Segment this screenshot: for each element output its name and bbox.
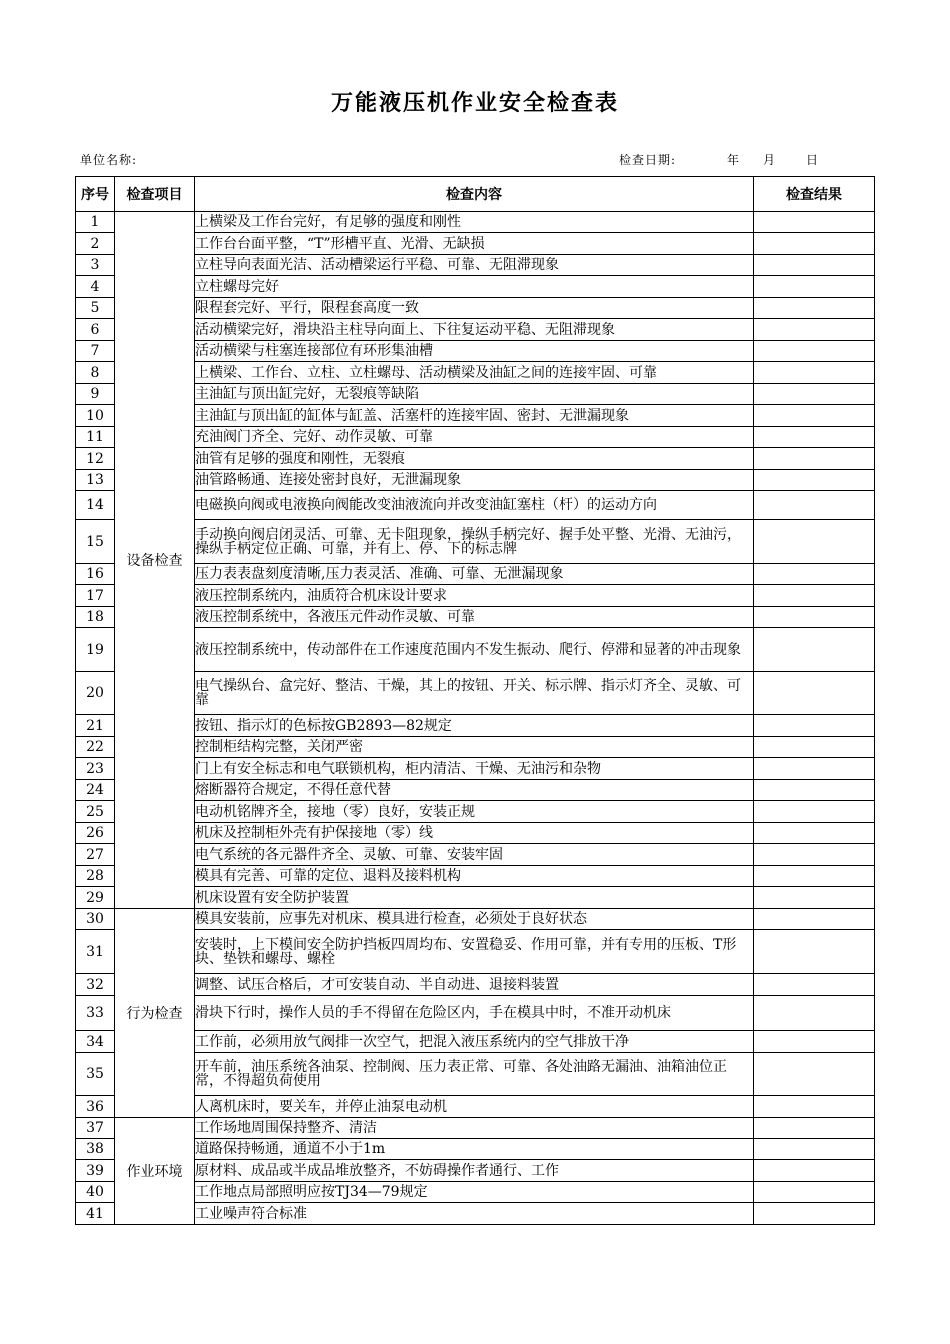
table-row	[76, 801, 875, 823]
check-content: 滑块下行时，操作人员的手不得留在危险区内，手在模具中时，不准开动机床	[195, 996, 754, 1031]
table-row	[76, 405, 875, 427]
table-row	[76, 448, 875, 470]
row-number: 41	[76, 1203, 115, 1225]
category-behavior: 行为检查	[115, 909, 195, 1118]
check-content: 油管路畅通、连接处密封良好，无泄漏现象	[195, 470, 754, 491]
check-result-cell[interactable]	[754, 930, 875, 974]
check-content: 人离机床时，要关车，并停止油泵电动机	[195, 1096, 754, 1118]
check-result-cell[interactable]	[754, 1053, 875, 1096]
row-number: 25	[76, 801, 115, 823]
header-row	[76, 177, 875, 212]
row-number: 9	[76, 384, 115, 405]
check-content: 工作场地周围保持整齐、清洁	[195, 1118, 754, 1139]
row-number: 27	[76, 844, 115, 866]
check-result-cell[interactable]	[754, 1118, 875, 1139]
table-row	[76, 1203, 875, 1225]
check-content: 工作地点局部照明应按TJ34—79规定	[195, 1182, 754, 1203]
check-content: 安装时，上下模间安全防护挡板四周均布、安置稳妥、作用可靠，并有专用的压板、T形块、垫铁和螺母、螺栓	[195, 930, 754, 974]
table-row	[76, 887, 875, 909]
check-result-cell[interactable]	[754, 628, 875, 672]
table-row	[76, 607, 875, 628]
check-content: 液压控制系统内，油质符合机床设计要求	[195, 585, 754, 607]
table-row	[76, 758, 875, 780]
table-row	[76, 384, 875, 405]
table-row	[76, 930, 875, 974]
table-row	[76, 1118, 875, 1139]
row-number: 38	[76, 1139, 115, 1160]
check-date-label: 检查日期:	[619, 153, 677, 167]
check-result-cell[interactable]	[754, 737, 875, 758]
category-environment: 作业环境	[115, 1118, 195, 1225]
check-content: 工作台台面平整，“T”形槽平直、光滑、无缺损	[195, 233, 754, 255]
check-result-cell[interactable]	[754, 887, 875, 909]
table-row	[76, 1160, 875, 1182]
check-content: 道路保持畅通，通道不小于1m	[195, 1139, 754, 1160]
check-result-cell[interactable]	[754, 212, 875, 233]
check-content: 开车前，油压系统各油泵、控制阀、压力表正常、可靠、各处油路无漏油、油箱油位正常，不得超负荷使用	[195, 1053, 754, 1096]
row-number: 1	[76, 212, 115, 233]
header-category: 检查项目	[115, 177, 195, 212]
check-result-cell[interactable]	[754, 298, 875, 319]
table-row	[76, 341, 875, 362]
check-result-cell[interactable]	[754, 276, 875, 298]
check-result-cell[interactable]	[754, 341, 875, 362]
table-row	[76, 298, 875, 319]
check-content: 上横梁及工作台完好，有足够的强度和刚性	[195, 212, 754, 233]
check-result-cell[interactable]	[754, 996, 875, 1031]
unit-name-label: 单位名称:	[80, 153, 138, 167]
check-result-cell[interactable]	[754, 255, 875, 276]
table-row	[76, 212, 875, 233]
check-content: 门上有安全标志和电气联锁机构，柜内清洁、干燥、无油污和杂物	[195, 758, 754, 780]
table-row	[76, 564, 875, 585]
row-number: 32	[76, 974, 115, 996]
check-result-cell[interactable]	[754, 1031, 875, 1053]
inspection-table	[75, 176, 875, 1225]
check-result-cell[interactable]	[754, 758, 875, 780]
check-result-cell[interactable]	[754, 1160, 875, 1182]
check-result-cell[interactable]	[754, 1096, 875, 1118]
check-content: 主油缸与顶出缸的缸体与缸盖、活塞杆的连接牢固、密封、无泄漏现象	[195, 405, 754, 427]
header-result: 检查结果	[754, 177, 875, 212]
table-row	[76, 276, 875, 298]
check-content: 液压控制系统中，各液压元件动作灵敏、可靠	[195, 607, 754, 628]
table-row	[76, 780, 875, 801]
check-result-cell[interactable]	[754, 823, 875, 844]
table-row	[76, 427, 875, 448]
check-result-cell[interactable]	[754, 362, 875, 384]
check-content: 上横梁、工作台、立柱、立柱螺母、活动横梁及油缸之间的连接牢固、可靠	[195, 362, 754, 384]
check-content: 立柱导向表面光洁、活动槽梁运行平稳、可靠、无阻滞现象	[195, 255, 754, 276]
header-no: 序号	[76, 177, 115, 212]
check-content: 压力表表盘刻度清晰,压力表灵活、准确、可靠、无泄漏现象	[195, 564, 754, 585]
check-result-cell[interactable]	[754, 672, 875, 715]
row-number: 12	[76, 448, 115, 470]
day-label: 日	[806, 153, 820, 167]
row-number: 13	[76, 470, 115, 491]
row-number: 20	[76, 672, 115, 715]
check-content: 充油阀门齐全、完好、动作灵敏、可靠	[195, 427, 754, 448]
check-content: 立柱螺母完好	[195, 276, 754, 298]
check-result-cell[interactable]	[754, 427, 875, 448]
check-content: 主油缸与顶出缸完好，无裂痕等缺陷	[195, 384, 754, 405]
row-number: 19	[76, 628, 115, 672]
table-row	[76, 255, 875, 276]
row-number: 31	[76, 930, 115, 974]
table-row	[76, 233, 875, 255]
row-number: 33	[76, 996, 115, 1031]
row-number: 28	[76, 866, 115, 887]
row-number: 34	[76, 1031, 115, 1053]
row-number: 35	[76, 1053, 115, 1096]
check-result-cell[interactable]	[754, 715, 875, 737]
table-row	[76, 909, 875, 930]
check-content: 电气操纵台、盒完好、整洁、干燥，其上的按钮、开关、标示牌、指示灯齐全、灵敏、可靠	[195, 672, 754, 715]
table-row	[76, 996, 875, 1031]
check-content: 控制柜结构完整，关闭严密	[195, 737, 754, 758]
table-row	[76, 844, 875, 866]
row-number: 4	[76, 276, 115, 298]
check-result-cell[interactable]	[754, 405, 875, 427]
row-number: 22	[76, 737, 115, 758]
table-row	[76, 823, 875, 844]
check-result-cell[interactable]	[754, 780, 875, 801]
check-content: 活动横梁与柱塞连接部位有环形集油槽	[195, 341, 754, 362]
row-number: 5	[76, 298, 115, 319]
row-number: 7	[76, 341, 115, 362]
check-result-cell[interactable]	[754, 1139, 875, 1160]
table-row	[76, 491, 875, 520]
row-number: 15	[76, 520, 115, 564]
row-number: 18	[76, 607, 115, 628]
row-number: 17	[76, 585, 115, 607]
check-content: 油管有足够的强度和刚性，无裂痕	[195, 448, 754, 470]
table-row	[76, 672, 875, 715]
page-title: 万能液压机作业安全检查表	[330, 91, 619, 116]
table-row	[76, 974, 875, 996]
table-row	[76, 319, 875, 341]
check-content: 手动换向阀启闭灵活、可靠、无卡阻现象，操纵手柄完好、握手处平整、光滑、无油污，操纵手柄定位正确、可靠，并有上、停、下的标志牌	[195, 520, 754, 564]
table-row	[76, 520, 875, 564]
check-content: 活动横梁完好，滑块沿主柱导向面上、下往复运动平稳、无阻滞现象	[195, 319, 754, 341]
check-content: 工业噪声符合标准	[195, 1203, 754, 1225]
check-result-cell[interactable]	[754, 384, 875, 405]
check-content: 液压控制系统中，传动部件在工作速度范围内不发生振动、爬行、停滞和显著的冲击现象	[195, 628, 754, 672]
table-row	[76, 866, 875, 887]
row-number: 39	[76, 1160, 115, 1182]
check-result-cell[interactable]	[754, 1182, 875, 1203]
row-number: 24	[76, 780, 115, 801]
check-content: 电磁换向阀或电液换向阀能改变油液流向并改变油缸塞柱（杆）的运动方向	[195, 491, 754, 520]
check-content: 原材料、成品或半成品堆放整齐，不妨碍操作者通行、工作	[195, 1160, 754, 1182]
check-result-cell[interactable]	[754, 607, 875, 628]
table-row	[76, 470, 875, 491]
table-row	[76, 715, 875, 737]
check-result-cell[interactable]	[754, 1203, 875, 1225]
check-result-cell[interactable]	[754, 801, 875, 823]
row-number: 30	[76, 909, 115, 930]
table-row	[76, 362, 875, 384]
category-equipment: 设备检查	[115, 212, 195, 909]
row-number: 40	[76, 1182, 115, 1203]
row-number: 10	[76, 405, 115, 427]
check-result-cell[interactable]	[754, 491, 875, 520]
check-content: 限程套完好、平行，限程套高度一致	[195, 298, 754, 319]
check-content: 机床及控制柜外壳有护保接地（零）线	[195, 823, 754, 844]
check-result-cell[interactable]	[754, 866, 875, 887]
row-number: 21	[76, 715, 115, 737]
table-row	[76, 737, 875, 758]
header-content: 检查内容	[195, 177, 754, 212]
row-number: 29	[76, 887, 115, 909]
check-result-cell[interactable]	[754, 974, 875, 996]
check-content: 电气系统的各元器件齐全、灵敏、可靠、安装牢固	[195, 844, 754, 866]
table-row	[76, 628, 875, 672]
month-label: 月	[763, 153, 777, 167]
row-number: 3	[76, 255, 115, 276]
check-content: 工作前，必须用放气阀排一次空气，把混入液压系统内的空气排放干净	[195, 1031, 754, 1053]
table-row	[76, 1139, 875, 1160]
check-content: 熔断器符合规定，不得任意代替	[195, 780, 754, 801]
table-row	[76, 585, 875, 607]
check-content: 电动机铭牌齐全，接地（零）良好，安装正规	[195, 801, 754, 823]
check-result-cell[interactable]	[754, 448, 875, 470]
row-number: 6	[76, 319, 115, 341]
check-result-cell[interactable]	[754, 233, 875, 255]
check-result-cell[interactable]	[754, 319, 875, 341]
row-number: 16	[76, 564, 115, 585]
table-row	[76, 1182, 875, 1203]
check-content: 模具有完善、可靠的定位、退料及接料机构	[195, 866, 754, 887]
year-label: 年	[727, 153, 741, 167]
row-number: 23	[76, 758, 115, 780]
row-number: 36	[76, 1096, 115, 1118]
check-content: 模具安装前，应事先对机床、模具进行检查，必须处于良好状态	[195, 909, 754, 930]
check-result-cell[interactable]	[754, 520, 875, 564]
check-result-cell[interactable]	[754, 585, 875, 607]
check-result-cell[interactable]	[754, 909, 875, 930]
row-number: 14	[76, 491, 115, 520]
table-row	[76, 1096, 875, 1118]
table-row	[76, 1053, 875, 1096]
row-number: 26	[76, 823, 115, 844]
row-number: 8	[76, 362, 115, 384]
row-number: 2	[76, 233, 115, 255]
check-content: 机床设置有安全防护装置	[195, 887, 754, 909]
check-result-cell[interactable]	[754, 470, 875, 491]
row-number: 37	[76, 1118, 115, 1139]
row-number: 11	[76, 427, 115, 448]
check-content: 调整、试压合格后，才可安装自动、半自动进、退接料装置	[195, 974, 754, 996]
check-content: 按钮、指示灯的色标按GB2893—82规定	[195, 715, 754, 737]
check-result-cell[interactable]	[754, 844, 875, 866]
table-row	[76, 1031, 875, 1053]
check-result-cell[interactable]	[754, 564, 875, 585]
